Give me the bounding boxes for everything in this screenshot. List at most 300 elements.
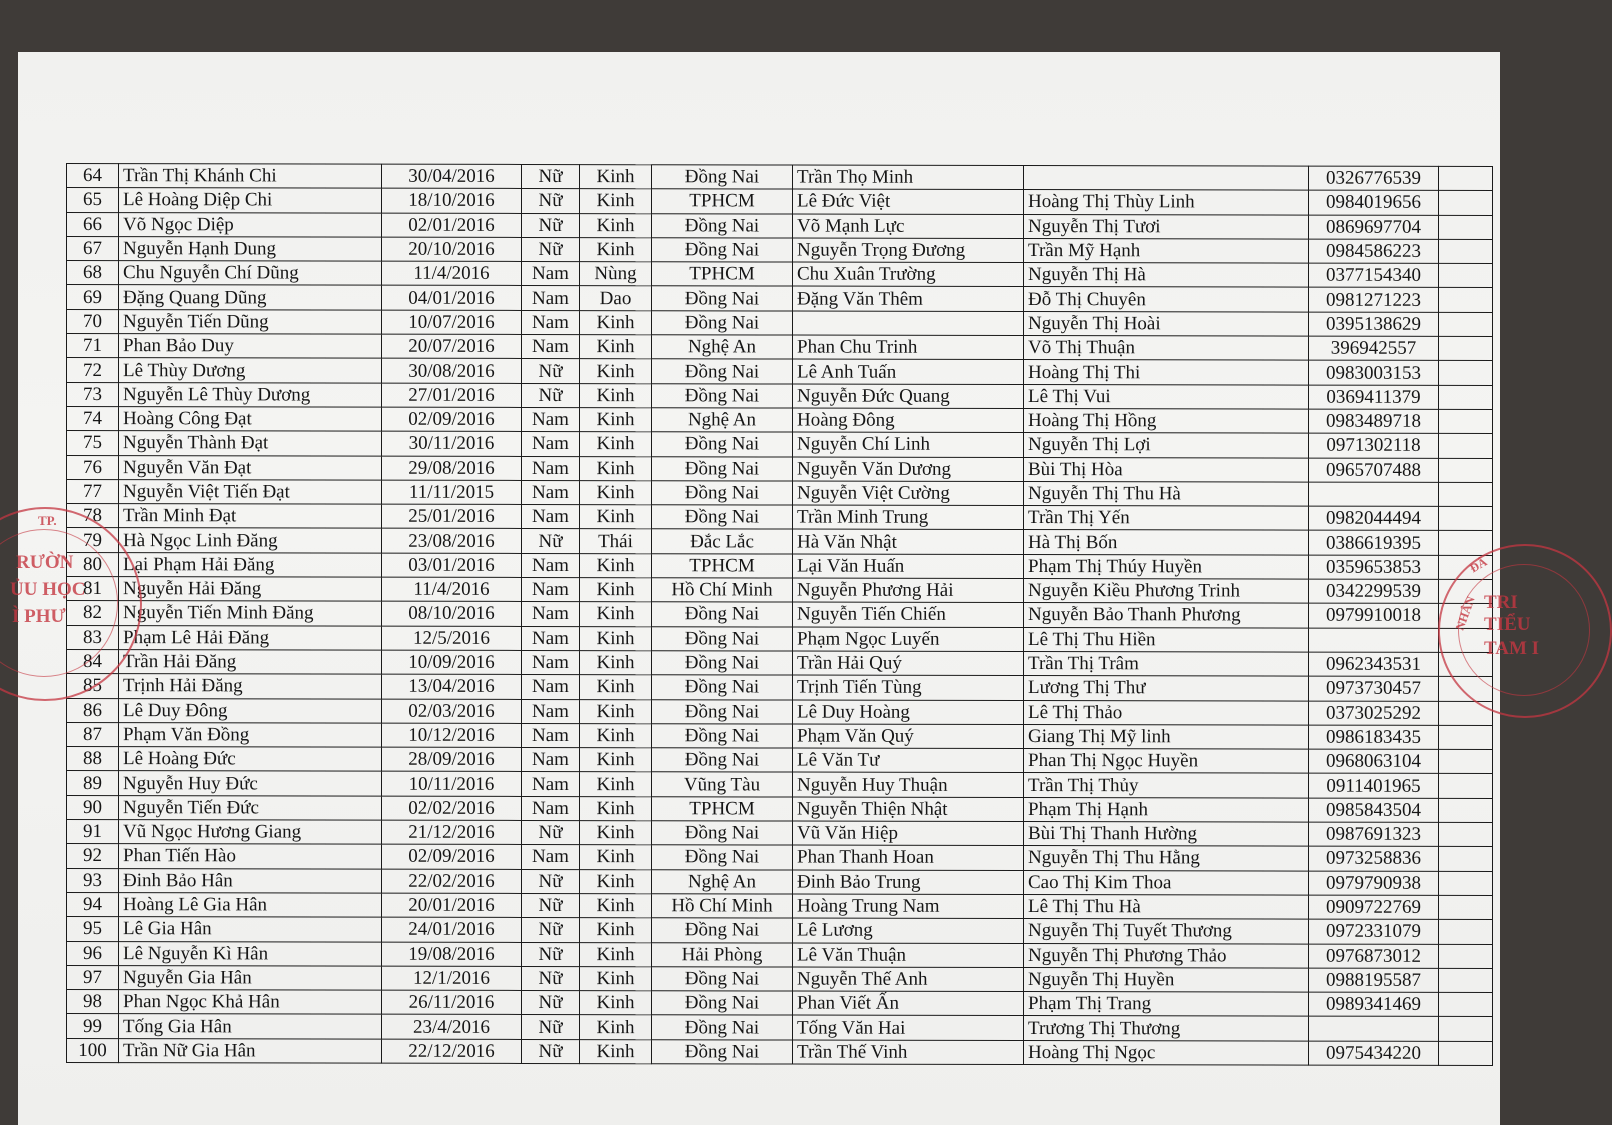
cell-student-name: Hà Ngọc Linh Đăng [119, 528, 382, 553]
cell-student-name: Nguyễn Việt Tiến Đạt [119, 479, 382, 504]
cell-empty [1439, 725, 1493, 749]
cell-mother-name: Trương Thị Thương [1024, 1016, 1309, 1041]
cell-gender: Nữ [522, 918, 580, 942]
cell-mother-name: Trần Thị Thủy [1024, 773, 1309, 798]
cell-father-name: Nguyễn Văn Dương [793, 457, 1024, 482]
cell-student-name: Nguyễn Hải Đăng [119, 577, 382, 602]
cell-gender: Nam [522, 772, 580, 796]
cell-mother-name: Nguyễn Thị Tuyết Thương [1024, 919, 1309, 944]
cell-mother-name: Hoàng Thị Thi [1024, 360, 1309, 385]
cell-father-name: Nguyễn Thiện Nhật [793, 797, 1024, 822]
cell-ethnicity: Kinh [580, 796, 652, 820]
cell-phone: 0962343531 [1309, 652, 1439, 677]
cell-index: 96 [67, 941, 119, 965]
table-body [67, 164, 1493, 1066]
table-row [67, 771, 1493, 798]
cell-mother-name: Nguyễn Thị Thu Hà [1024, 481, 1309, 506]
cell-birthplace: Đồng Nai [652, 286, 793, 311]
cell-birthplace: Đồng Nai [652, 626, 793, 651]
cell-father-name: Phan Viết Ấn [793, 991, 1024, 1016]
table-row [67, 990, 1493, 1017]
cell-birthplace: Hải Phòng [652, 942, 793, 967]
cell-student-name: Phan Tiến Hào [119, 844, 382, 869]
cell-phone: 0968063104 [1309, 749, 1439, 774]
cell-father-name: Nguyễn Trọng Đương [793, 238, 1024, 263]
table-row [67, 164, 1493, 191]
cell-date-of-birth: 02/09/2016 [382, 844, 522, 869]
cell-gender: Nam [522, 310, 580, 334]
cell-ethnicity: Kinh [580, 480, 652, 504]
cell-date-of-birth: 10/09/2016 [382, 650, 522, 675]
cell-ethnicity: Kinh [580, 626, 652, 650]
table-row [67, 236, 1493, 263]
cell-father-name: Phạm Ngọc Luyến [793, 627, 1024, 652]
cell-phone: 0979910018 [1309, 603, 1439, 628]
cell-date-of-birth: 30/08/2016 [382, 359, 522, 384]
cell-index: 87 [67, 722, 119, 746]
cell-phone: 396942557 [1309, 336, 1439, 361]
table-row [67, 722, 1493, 749]
cell-birthplace: Đồng Nai [652, 311, 793, 336]
cell-ethnicity: Kinh [580, 748, 652, 772]
table-row [67, 309, 1493, 336]
cell-student-name: Trần Minh Đạt [119, 504, 382, 529]
cell-student-name: Phan Ngọc Khả Hân [119, 990, 382, 1015]
cell-birthplace: TPHCM [652, 262, 793, 287]
cell-phone: 0342299539 [1309, 579, 1439, 604]
cell-student-name: Hoàng Công Đạt [119, 407, 382, 432]
cell-mother-name: Nguyễn Kiều Phương Trinh [1024, 579, 1309, 604]
cell-phone: 0982044494 [1309, 506, 1439, 531]
table-row [67, 528, 1493, 555]
cell-date-of-birth: 02/01/2016 [382, 213, 522, 238]
cell-index: 77 [67, 479, 119, 503]
cell-empty [1439, 385, 1493, 409]
cell-birthplace: Đồng Nai [652, 456, 793, 481]
cell-mother-name: Nguyễn Thị Phương Thảo [1024, 943, 1309, 968]
cell-phone: 0869697704 [1309, 215, 1439, 240]
cell-birthplace: Đồng Nai [652, 699, 793, 724]
cell-birthplace: Hồ Chí Minh [652, 894, 793, 919]
cell-gender: Nam [522, 286, 580, 310]
cell-phone: 0973258836 [1309, 846, 1439, 871]
cell-date-of-birth: 12/5/2016 [382, 626, 522, 651]
cell-index: 92 [67, 844, 119, 868]
cell-gender: Nam [522, 675, 580, 699]
cell-empty [1439, 215, 1493, 239]
cell-ethnicity: Kinh [580, 408, 652, 432]
cell-index: 93 [67, 868, 119, 892]
cell-index: 72 [67, 358, 119, 382]
cell-gender: Nam [522, 407, 580, 431]
table-row [67, 382, 1493, 409]
cell-index: 90 [67, 795, 119, 819]
cell-student-name: Lại Phạm Hải Đăng [119, 552, 382, 577]
cell-student-name: Nguyễn Gia Hân [119, 965, 382, 990]
cell-empty [1439, 458, 1493, 482]
cell-index: 67 [67, 236, 119, 260]
cell-ethnicity: Kinh [580, 505, 652, 529]
cell-mother-name: Bùi Thị Thanh Hường [1024, 822, 1309, 847]
cell-gender: Nam [522, 505, 580, 529]
cell-empty [1439, 798, 1493, 822]
cell-date-of-birth: 11/4/2016 [382, 577, 522, 602]
cell-student-name: Lê Thùy Dương [119, 358, 382, 383]
cell-father-name: Nguyễn Huy Thuận [793, 772, 1024, 797]
cell-mother-name: Lê Thị Thảo [1024, 700, 1309, 725]
cell-mother-name: Hoàng Thị Thùy Linh [1024, 190, 1309, 215]
cell-ethnicity: Kinh [580, 675, 652, 699]
table-row [67, 601, 1493, 628]
cell-index: 91 [67, 820, 119, 844]
cell-student-name: Phạm Lê Hải Đăng [119, 625, 382, 650]
cell-student-name: Hoàng Lê Gia Hân [119, 893, 382, 918]
cell-gender: Nam [522, 796, 580, 820]
cell-father-name: Đặng Văn Thêm [793, 287, 1024, 312]
cell-birthplace: Nghệ An [652, 335, 793, 360]
stamp-text: RƯỜN [16, 552, 74, 573]
stamp-text: TRI [1484, 592, 1518, 613]
cell-student-name: Đặng Quang Dũng [119, 285, 382, 310]
cell-ethnicity: Kinh [580, 1039, 652, 1063]
cell-index: 95 [67, 917, 119, 941]
cell-gender: Nữ [522, 942, 580, 966]
cell-gender: Nữ [522, 1039, 580, 1063]
cell-phone: 0987691323 [1309, 822, 1439, 847]
table-row [67, 552, 1493, 579]
cell-phone: 0386619395 [1309, 531, 1439, 556]
table-row [67, 868, 1493, 895]
cell-mother-name: Trần Thị Trâm [1024, 651, 1309, 676]
cell-ethnicity: Kinh [580, 991, 652, 1015]
student-list-table [66, 163, 1493, 1066]
cell-mother-name: Trần Thị Yến [1024, 506, 1309, 531]
cell-gender: Nam [522, 578, 580, 602]
cell-index: 64 [67, 164, 119, 188]
table-row [67, 334, 1493, 361]
stamp-text: ỦU HỌC [10, 579, 86, 600]
cell-date-of-birth: 30/04/2016 [382, 164, 522, 189]
cell-empty [1439, 1041, 1493, 1065]
cell-father-name [793, 311, 1024, 336]
cell-ethnicity: Kinh [580, 821, 652, 845]
cell-mother-name: Giang Thị Mỹ linh [1024, 724, 1309, 749]
table-row [67, 892, 1493, 919]
cell-date-of-birth: 10/11/2016 [382, 772, 522, 797]
table-row [67, 917, 1493, 944]
cell-phone: 0981271223 [1309, 288, 1439, 313]
cell-index: 75 [67, 431, 119, 455]
cell-index: 86 [67, 698, 119, 722]
cell-phone: 0377154340 [1309, 263, 1439, 288]
cell-birthplace: Đồng Nai [652, 1015, 793, 1040]
cell-birthplace: TPHCM [652, 553, 793, 578]
cell-student-name: Nguyễn Lê Thùy Dương [119, 382, 382, 407]
table-row [67, 941, 1493, 968]
cell-date-of-birth: 29/08/2016 [382, 456, 522, 481]
cell-empty [1439, 1017, 1493, 1041]
table-row [67, 188, 1493, 215]
cell-index: 100 [67, 1038, 119, 1062]
cell-father-name: Chu Xuân Trường [793, 262, 1024, 287]
cell-empty [1439, 166, 1493, 190]
cell-index: 89 [67, 771, 119, 795]
cell-gender: Nam [522, 553, 580, 577]
cell-mother-name: Nguyễn Thị Huyền [1024, 967, 1309, 992]
cell-phone: 0983489718 [1309, 409, 1439, 434]
cell-index: 81 [67, 577, 119, 601]
cell-empty [1439, 774, 1493, 798]
cell-phone: 0976873012 [1309, 944, 1439, 969]
cell-ethnicity: Kinh [580, 966, 652, 990]
cell-ethnicity: Thái [580, 529, 652, 553]
cell-index: 94 [67, 892, 119, 916]
cell-phone: 0373025292 [1309, 701, 1439, 726]
cell-ethnicity: Kinh [580, 772, 652, 796]
cell-ethnicity: Kinh [580, 942, 652, 966]
cell-empty [1439, 992, 1493, 1016]
cell-gender: Nam [522, 650, 580, 674]
cell-father-name: Tống Văn Hai [793, 1015, 1024, 1040]
cell-phone: 0989341469 [1309, 992, 1439, 1017]
cell-birthplace: Nghệ An [652, 408, 793, 433]
cell-gender: Nam [522, 845, 580, 869]
cell-phone: 0326776539 [1309, 166, 1439, 191]
cell-father-name: Hà Văn Nhật [793, 529, 1024, 554]
cell-ethnicity: Kinh [580, 213, 652, 237]
cell-phone: 0973730457 [1309, 676, 1439, 701]
cell-gender: Nam [522, 699, 580, 723]
cell-phone: 0909722769 [1309, 895, 1439, 920]
table-row [67, 625, 1493, 652]
cell-ethnicity: Kinh [580, 578, 652, 602]
cell-gender: Nữ [522, 529, 580, 553]
cell-gender: Nam [522, 480, 580, 504]
cell-mother-name: Võ Thị Thuận [1024, 336, 1309, 361]
cell-gender: Nữ [522, 991, 580, 1015]
cell-father-name: Trần Minh Trung [793, 505, 1024, 530]
cell-date-of-birth: 20/10/2016 [382, 237, 522, 262]
cell-empty [1439, 288, 1493, 312]
cell-ethnicity: Nùng [580, 262, 652, 286]
cell-father-name: Phan Thanh Hoan [793, 845, 1024, 870]
cell-mother-name: Lê Thị Thu Hiền [1024, 627, 1309, 652]
cell-father-name: Vũ Văn Hiệp [793, 821, 1024, 846]
cell-date-of-birth: 11/11/2015 [382, 480, 522, 505]
table-row [67, 577, 1493, 604]
cell-phone: 0359653853 [1309, 555, 1439, 580]
cell-empty [1439, 944, 1493, 968]
cell-index: 84 [67, 649, 119, 673]
cell-empty [1439, 336, 1493, 360]
cell-student-name: Phan Bảo Duy [119, 334, 382, 359]
cell-phone: 0911401965 [1309, 774, 1439, 799]
cell-empty [1439, 312, 1493, 336]
cell-index: 79 [67, 528, 119, 552]
cell-ethnicity: Kinh [580, 602, 652, 626]
cell-birthplace: Đồng Nai [652, 1039, 793, 1064]
cell-student-name: Lê Duy Đông [119, 698, 382, 723]
cell-phone: 0988195587 [1309, 968, 1439, 993]
cell-student-name: Chu Nguyễn Chí Dũng [119, 261, 382, 286]
cell-birthplace: Đồng Nai [652, 821, 793, 846]
cell-student-name: Nguyễn Tiến Đức [119, 795, 382, 820]
table-row [67, 406, 1493, 433]
cell-empty [1439, 434, 1493, 458]
cell-birthplace: Đồng Nai [652, 383, 793, 408]
cell-student-name: Vũ Ngọc Hương Giang [119, 820, 382, 845]
red-seal-stamp-right [1438, 544, 1612, 718]
cell-birthplace: Đồng Nai [652, 991, 793, 1016]
cell-father-name: Nguyễn Đức Quang [793, 384, 1024, 409]
cell-empty [1439, 264, 1493, 288]
cell-mother-name: Bùi Thị Hòa [1024, 457, 1309, 482]
cell-phone: 0983003153 [1309, 360, 1439, 385]
cell-date-of-birth: 22/12/2016 [382, 1039, 522, 1064]
cell-ethnicity: Kinh [580, 553, 652, 577]
cell-date-of-birth: 25/01/2016 [382, 504, 522, 529]
cell-birthplace: TPHCM [652, 796, 793, 821]
cell-mother-name: Nguyễn Thị Thu Hằng [1024, 846, 1309, 871]
stamp-text: TIỂU [1484, 614, 1531, 635]
cell-index: 99 [67, 1014, 119, 1038]
cell-gender: Nam [522, 723, 580, 747]
cell-empty [1439, 847, 1493, 871]
table-row [67, 674, 1493, 701]
cell-phone: 0369411379 [1309, 385, 1439, 410]
cell-father-name: Nguyễn Tiến Chiến [793, 602, 1024, 627]
stamp-text: NHÂN [1452, 594, 1478, 633]
table-row [67, 358, 1493, 385]
cell-student-name: Lê Gia Hân [119, 917, 382, 942]
cell-student-name: Tống Gia Hân [119, 1014, 382, 1039]
cell-empty [1439, 749, 1493, 773]
stamp-text: ĐÂ [1467, 554, 1490, 576]
cell-father-name: Lại Văn Huấn [793, 554, 1024, 579]
cell-empty [1439, 822, 1493, 846]
cell-birthplace: Đồng Nai [652, 238, 793, 263]
cell-mother-name: Phạm Thị Trang [1024, 992, 1309, 1017]
table-row [67, 747, 1493, 774]
cell-gender: Nữ [522, 1015, 580, 1039]
cell-student-name: Nguyễn Huy Đức [119, 771, 382, 796]
table-row [67, 698, 1493, 725]
cell-ethnicity: Kinh [580, 310, 652, 334]
table-row [67, 965, 1493, 992]
cell-date-of-birth: 21/12/2016 [382, 820, 522, 845]
table-row [67, 479, 1493, 506]
cell-phone: 0984586223 [1309, 239, 1439, 264]
cell-date-of-birth: 23/4/2016 [382, 1015, 522, 1040]
cell-ethnicity: Kinh [580, 165, 652, 189]
cell-father-name: Lê Duy Hoàng [793, 700, 1024, 725]
cell-phone: 0975434220 [1309, 1041, 1439, 1066]
cell-father-name: Nguyễn Việt Cường [793, 481, 1024, 506]
cell-gender: Nam [522, 626, 580, 650]
cell-student-name: Trần Nữ Gia Hân [119, 1038, 382, 1063]
cell-date-of-birth: 26/11/2016 [382, 990, 522, 1015]
cell-birthplace: Đồng Nai [652, 481, 793, 506]
table-row [67, 1014, 1493, 1041]
cell-student-name: Trần Thị Khánh Chi [119, 164, 382, 189]
cell-student-name: Lê Nguyễn Kì Hân [119, 941, 382, 966]
cell-date-of-birth: 10/07/2016 [382, 310, 522, 335]
cell-empty [1439, 871, 1493, 895]
cell-gender: Nữ [522, 237, 580, 261]
cell-date-of-birth: 27/01/2016 [382, 383, 522, 408]
cell-father-name: Trần Thọ Minh [793, 165, 1024, 190]
cell-mother-name: Nguyễn Thị Lợi [1024, 433, 1309, 458]
cell-father-name: Trịnh Tiến Tùng [793, 675, 1024, 700]
cell-ethnicity: Kinh [580, 845, 652, 869]
cell-empty [1439, 968, 1493, 992]
cell-phone: 0985843504 [1309, 798, 1439, 823]
cell-mother-name [1024, 166, 1309, 191]
cell-date-of-birth: 20/01/2016 [382, 893, 522, 918]
cell-mother-name: Lương Thị Thư [1024, 676, 1309, 701]
cell-student-name: Nguyễn Tiến Minh Đăng [119, 601, 382, 626]
cell-date-of-birth: 02/09/2016 [382, 407, 522, 432]
cell-birthplace: Nghệ An [652, 869, 793, 894]
cell-student-name: Đinh Bảo Hân [119, 868, 382, 893]
cell-date-of-birth: 24/01/2016 [382, 917, 522, 942]
cell-empty [1439, 920, 1493, 944]
cell-ethnicity: Kinh [580, 432, 652, 456]
cell-ethnicity: Kinh [580, 699, 652, 723]
cell-ethnicity: Kinh [580, 723, 652, 747]
cell-ethnicity: Kinh [580, 359, 652, 383]
cell-ethnicity: Kinh [580, 918, 652, 942]
cell-index: 73 [67, 382, 119, 406]
cell-index: 97 [67, 965, 119, 989]
cell-father-name: Nguyễn Thế Anh [793, 967, 1024, 992]
cell-phone: 0984019656 [1309, 190, 1439, 215]
cell-date-of-birth: 23/08/2016 [382, 529, 522, 554]
cell-student-name: Nguyễn Văn Đạt [119, 455, 382, 480]
cell-gender: Nam [522, 456, 580, 480]
cell-birthplace: Đồng Nai [652, 918, 793, 943]
cell-index: 80 [67, 552, 119, 576]
cell-gender: Nữ [522, 164, 580, 188]
cell-gender: Nữ [522, 359, 580, 383]
cell-father-name: Trần Hải Quý [793, 651, 1024, 676]
cell-ethnicity: Kinh [580, 1015, 652, 1039]
table-row [67, 504, 1493, 531]
cell-date-of-birth: 30/11/2016 [382, 431, 522, 456]
table-row [67, 1038, 1493, 1065]
cell-birthplace: Đồng Nai [652, 724, 793, 749]
cell-index: 82 [67, 601, 119, 625]
cell-birthplace: Đồng Nai [652, 165, 793, 190]
cell-phone: 0986183435 [1309, 725, 1439, 750]
cell-gender: Nam [522, 748, 580, 772]
cell-mother-name: Phạm Thị Hạnh [1024, 797, 1309, 822]
cell-father-name: Đinh Bảo Trung [793, 870, 1024, 895]
cell-date-of-birth: 11/4/2016 [382, 261, 522, 286]
cell-gender: Nam [522, 262, 580, 286]
cell-student-name: Nguyễn Thành Đạt [119, 431, 382, 456]
cell-phone [1309, 628, 1439, 653]
cell-empty [1439, 191, 1493, 215]
cell-ethnicity: Kinh [580, 456, 652, 480]
cell-date-of-birth: 10/12/2016 [382, 723, 522, 748]
cell-mother-name: Phan Thị Ngọc Huyền [1024, 749, 1309, 774]
cell-date-of-birth: 08/10/2016 [382, 602, 522, 627]
cell-index: 65 [67, 188, 119, 212]
cell-phone: 0971302118 [1309, 433, 1439, 458]
cell-mother-name: Cao Thị Kim Thoa [1024, 870, 1309, 895]
cell-date-of-birth: 28/09/2016 [382, 747, 522, 772]
